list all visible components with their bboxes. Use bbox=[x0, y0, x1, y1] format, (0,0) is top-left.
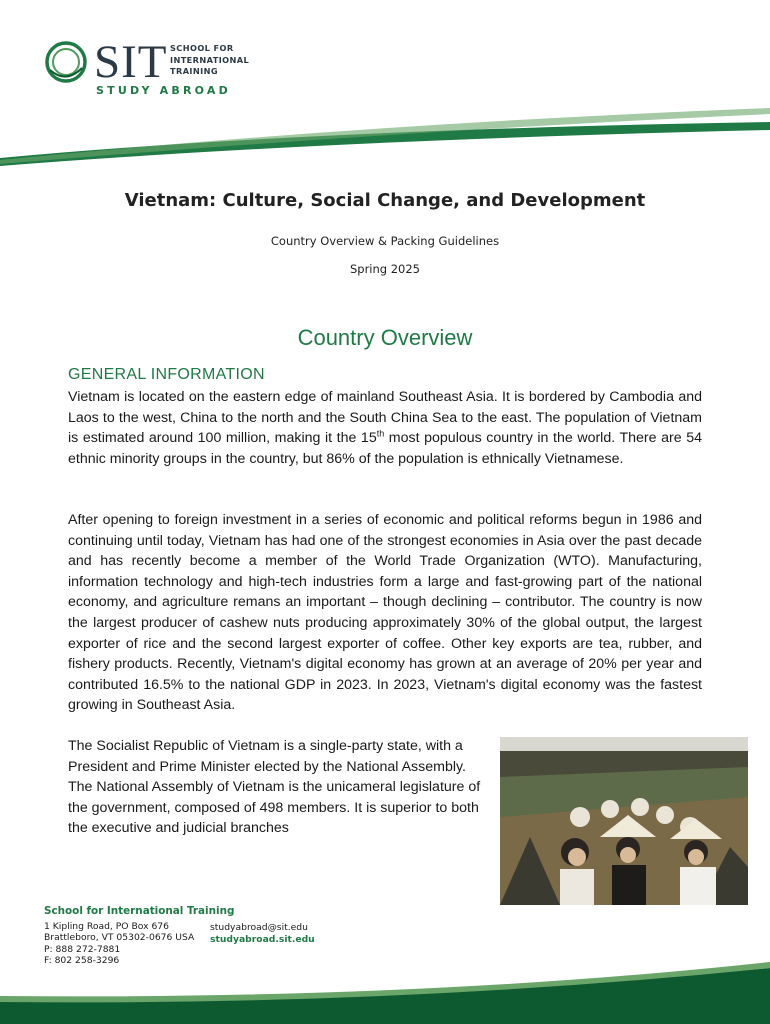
logo-ring-icon bbox=[44, 40, 88, 84]
footer-phone: P: 888 272-7881 bbox=[44, 943, 121, 955]
paragraph-text: most populous country in the world. There are 54 ethnic minority groups in the country, but 86% of the population is ethnically Vietnamese. bbox=[68, 430, 702, 467]
paragraph-text: Vietnam is located on the eastern edge of mainland Southeast Asia. It is bordered by Cambodia and Laos to the west, China to the north and the South China Sea to the east. The population of Vietnam is estimated around 100 million, making it the 15 bbox=[68, 389, 702, 447]
logo-school-name bbox=[170, 43, 249, 78]
superscript: th bbox=[376, 428, 385, 439]
paragraph-government: The Socialist Republic of Vietnam is a single-party state, with a President and Prime Minister elected by the National Assembly. The National Assembly of Vietnam is the unicameral legislature of the government, composed of 498 members. It is superior to both the executive and judicial branches bbox=[68, 738, 481, 837]
footer-address1: 1 Kipling Road, PO Box 676 bbox=[44, 920, 169, 932]
section-heading: Country Overview bbox=[297, 325, 473, 350]
footer-contact bbox=[44, 906, 234, 967]
footer-swoosh bbox=[0, 960, 770, 1024]
sit-logo bbox=[44, 36, 250, 100]
footer-address2: Brattleboro, VT 05302-0676 USA bbox=[44, 932, 195, 944]
students-on-boat-photo bbox=[500, 737, 748, 905]
paragraph-economy: After opening to foreign investment in a series of economic and political reforms begun in 1986 and continuing until today, Vietnam has had one of the strongest economies in Asia over the past decade and has recently become a member of the World Trade Organization (WTO). Manufacturing, information technology and high-tech industries form a large and fast-growing part of the national economy, and agriculture remans an important – though declining – contributor. The country is now the largest producer of cashew nuts producing approximately 30% of the global output, the largest exporter of rice and the second largest exporter of coffee. Other key exports are tea, rubber, and fishery products. Recently, Vietnam's digital economy has grown at an average of 20% per year and contributed 16.5% to the national GDP in 2023. In 2023, Vietnam's digital economy was the fastest growing in Southeast Asia. bbox=[68, 512, 702, 714]
logo-tagline: STUDY ABROAD bbox=[96, 84, 231, 97]
document-term: Spring 2025 bbox=[349, 262, 421, 276]
document-subtitle: Country Overview & Packing Guidelines bbox=[270, 234, 500, 248]
paragraph-general-info bbox=[68, 387, 702, 469]
logo-school-line3: TRAINING bbox=[170, 66, 218, 76]
footer-org-name: School for International Training bbox=[44, 905, 235, 917]
footer-fax: F: 802 258-3296 bbox=[44, 955, 120, 967]
logo-school-line2: INTERNATIONAL bbox=[170, 54, 250, 65]
logo-school-line1: SCHOOL FOR bbox=[170, 43, 234, 53]
logo-mark: SIT bbox=[94, 36, 168, 88]
header-swoosh bbox=[0, 100, 770, 170]
footer-website[interactable]: studyabroad.sit.edu bbox=[210, 933, 315, 945]
footer-email[interactable]: studyabroad@sit.edu bbox=[210, 922, 308, 933]
footer-online bbox=[210, 922, 315, 945]
sub-heading: GENERAL INFORMATION bbox=[68, 366, 265, 383]
document-title: Vietnam: Culture, Social Change, and Development bbox=[124, 190, 646, 211]
